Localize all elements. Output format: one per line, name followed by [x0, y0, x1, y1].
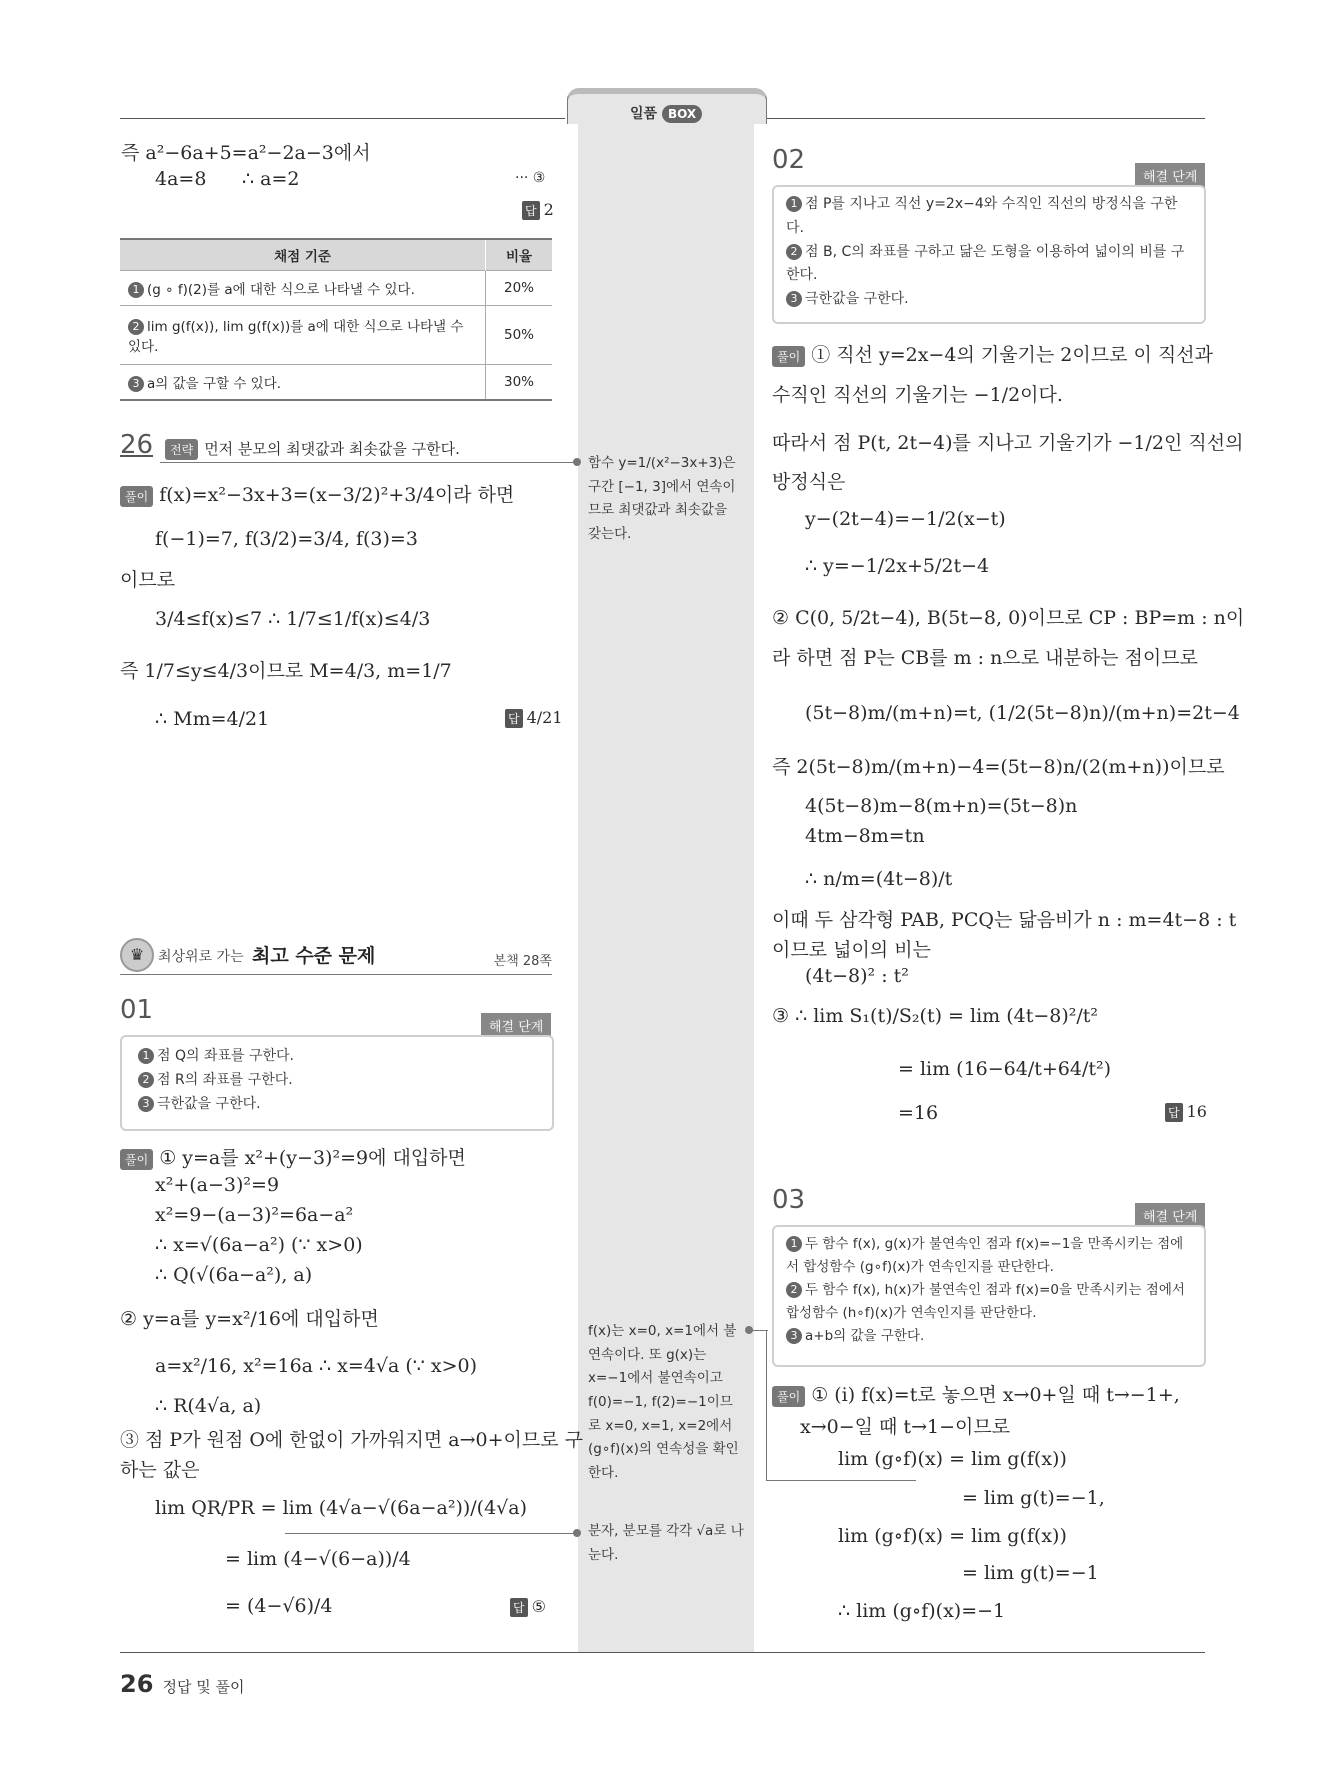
- p02-line3: 따라서 점 P(t, 2t−4)를 지나고 기울기가 −1/2인 직선의: [772, 432, 1244, 454]
- section-page-ref: 본책 28쪽: [493, 954, 552, 969]
- p01-line9: ③ 점 P가 원점 O에 한없이 가까워지면 a→0+이므로 구: [120, 1429, 583, 1451]
- p01-line6: ② y=a를 y=x²/16에 대입하면: [120, 1308, 379, 1330]
- p03-step-3-text: a+b의 값을 구한다.: [805, 1327, 925, 1344]
- sidebar-note-3: 분자, 분모를 각각 √a로 나눈다.: [588, 1523, 744, 1563]
- answer-icon: 답: [505, 709, 523, 728]
- connector-line-2b: [766, 1330, 767, 1480]
- p01-line2: x²+(a−3)²=9: [155, 1174, 280, 1196]
- grading-header-ratio: 비율: [486, 239, 553, 271]
- step-3-icon: 3: [786, 291, 802, 307]
- solution-tag: 풀이: [772, 1386, 805, 1407]
- left-top-line2a: 4a=8: [155, 168, 207, 190]
- p03-step-1-text: 두 함수 f(x), g(x)가 불연속인 점과 f(x)=−1을 만족시키는 점에서 합성함수 (g∘f)(x)가 연속인지를 판단한다.: [786, 1236, 1184, 1275]
- p01-line1: [120, 1143, 466, 1170]
- p02-steps-box: [772, 185, 1206, 324]
- connector-line-3: [285, 1533, 578, 1534]
- p02-line1-text: ① 직선 y=2x−4의 기울기는 2이므로 이 직선과: [811, 344, 1213, 366]
- p26-line1: [120, 480, 514, 507]
- step-1-icon: 1: [138, 1048, 154, 1064]
- grading-row-2-text: lim g(f(x)), lim g(f(x))를 a에 대한 식으로 나타낼 수 있다.: [128, 319, 464, 355]
- p01-answer: [510, 1597, 546, 1617]
- left-top-answer: [522, 200, 554, 220]
- footer: [120, 1670, 245, 1698]
- p01-step-3-text: 극한값을 구한다.: [157, 1095, 261, 1112]
- p02-answer-value: 16: [1186, 1102, 1207, 1121]
- p02-line19: =16: [898, 1102, 939, 1124]
- p03-line4: = lim g(t)=−1,: [962, 1487, 1105, 1509]
- p03-line6: = lim g(t)=−1: [962, 1562, 1099, 1584]
- p01-step-1: [138, 1045, 536, 1069]
- p03-line1-text: ① (i) f(x)=t로 놓으면 x→0+일 때 t→−1+,: [811, 1384, 1180, 1406]
- grading-table: [120, 238, 552, 401]
- p02-line7: ② C(0, 5/2t−4), B(5t−8, 0)이므로 CP : BP=m : n이: [772, 607, 1245, 629]
- p02-step-2-text: 점 B, C의 좌표를 구하고 닮은 도형을 이용하여 넓이의 비를 구한다.: [786, 243, 1185, 284]
- sidebar-note-1: 함수 y=1/(x²−3x+3)은 구간 [−1, 3]에서 연속이므로 최댓값과 최솟값을 갖는다.: [588, 455, 736, 542]
- p02-step-3: [786, 288, 1192, 312]
- solution-tag: 풀이: [120, 486, 153, 507]
- p03-line7: ∴ lim (g∘f)(x)=−1: [838, 1600, 1006, 1622]
- connector-line-2c: [766, 1480, 916, 1481]
- grading-header-row: [120, 239, 552, 271]
- left-top-line2b: ∴ a=2: [242, 168, 300, 190]
- p01-line11: lim QR/PR = lim (4√a−√(6a−a²))/(4√a): [155, 1497, 528, 1519]
- p01-step-3: [138, 1093, 536, 1117]
- p02-line10: 즉 2(5t−8)m/(m+n)−4=(5t−8)n/(2(m+n))이므로: [772, 756, 1225, 778]
- grading-row-3-text: a의 값을 구할 수 있다.: [147, 376, 282, 392]
- step-1-icon: 1: [786, 1236, 802, 1252]
- p02-line12: 4tm−8m=tn: [805, 825, 925, 847]
- footer-page-number: 26: [120, 1670, 154, 1698]
- p02-line2: 수직인 직선의 기울기는 −1/2이다.: [772, 384, 1063, 406]
- strategy-text: 먼저 분모의 최댓값과 최솟값을 구한다.: [204, 440, 460, 458]
- p01-answer-value: ⑤: [531, 1597, 546, 1616]
- grading-row-text: [120, 271, 486, 306]
- table-row: [120, 365, 552, 401]
- answer-icon: 답: [1165, 1103, 1183, 1122]
- p01-line5: ∴ Q(√(6a−a²), a): [155, 1264, 313, 1286]
- p26-line3: 이므로: [120, 569, 176, 591]
- p26-line5: 즉 1/7≤y≤4/3이므로 M=4/3, m=1/7: [120, 660, 452, 682]
- p02-line8: 라 하면 점 P는 CB를 m : n으로 내분하는 점이므로: [772, 647, 1198, 669]
- solution-tag: 풀이: [120, 1149, 153, 1170]
- solution-tag: 풀이: [772, 346, 805, 367]
- footer-rule: [120, 1652, 1205, 1653]
- p01-step-2-text: 점 R의 좌표를 구한다.: [157, 1071, 293, 1088]
- connector-dot-2: [745, 1326, 753, 1334]
- grading-row-3-ratio: 30%: [486, 365, 553, 401]
- p02-line1: [772, 340, 1213, 367]
- p03-line3: lim (g∘f)(x) = lim g(f(x)): [838, 1448, 1067, 1470]
- grading-row-text: [120, 365, 486, 401]
- p02-step-1: [786, 193, 1192, 241]
- connector-dot-1: [573, 458, 581, 466]
- p02-line15: 이므로 넓이의 비는: [772, 939, 931, 961]
- p01-steps-tag: 해결 단계: [481, 1013, 551, 1038]
- left-top-line2c: ··· ③: [515, 170, 546, 186]
- step-1-icon: 1: [786, 196, 802, 212]
- step-3-icon: 3: [128, 376, 144, 392]
- p02-line13: ∴ n/m=(4t−8)/t: [805, 868, 953, 890]
- header-rule-right: [765, 118, 1205, 119]
- grading-row-1-ratio: 20%: [486, 271, 553, 306]
- p26-answer-value: 4/21: [526, 708, 563, 727]
- p03-step-1: [786, 1233, 1192, 1279]
- strategy-tag: 전략: [165, 439, 198, 460]
- p03-line5: lim (g∘f)(x) = lim g(f(x)): [838, 1525, 1067, 1547]
- left-top-line1: 즉 a²−6a+5=a²−2a−3에서: [121, 142, 371, 164]
- p02-line4: 방정식은: [772, 471, 846, 493]
- answer-icon: 답: [522, 201, 540, 220]
- p02-line16: (4t−8)² : t²: [805, 965, 909, 987]
- table-row: [120, 271, 552, 306]
- section-title: 최고 수준 문제: [252, 945, 376, 967]
- p02-line11: 4(5t−8)m−8(m+n)=(5t−8)n: [805, 795, 1078, 817]
- p01-steps-box: [120, 1035, 554, 1131]
- p03-steps-tag: 해결 단계: [1135, 1203, 1205, 1228]
- p01-step-1-text: 점 Q의 좌표를 구한다.: [157, 1048, 295, 1064]
- table-row: [120, 306, 552, 365]
- p02-step-1-text: 점 P를 지나고 직선 y=2x−4와 수직인 직선의 방정식을 구한다.: [786, 196, 1178, 236]
- p01-step-2: [138, 1069, 536, 1093]
- p03-line2: x→0−일 때 t→1−이므로: [800, 1416, 1011, 1438]
- grading-header-criteria: 채점 기준: [120, 239, 486, 271]
- p26-line1-text: f(x)=x²−3x+3=(x−3/2)²+3/4이라 하면: [159, 484, 515, 506]
- step-2-icon: 2: [786, 1282, 802, 1298]
- p03-step-2: [786, 1279, 1192, 1325]
- problem-26-number: 26: [120, 430, 154, 460]
- p02-step-2: [786, 241, 1192, 289]
- sidebar-note-2: f(x)는 x=0, x=1에서 불연속이다. 또 g(x)는 x=−1에서 불연속이고 f(0)=−1, f(2)=−1이므로 x=0, x=1, x=2에서 (g∘f)(x)의 연속성을 확인한다.: [588, 1323, 739, 1481]
- answer-icon: 답: [510, 1598, 528, 1617]
- p26-line6: ∴ Mm=4/21: [155, 708, 270, 730]
- step-2-icon: 2: [138, 1072, 154, 1088]
- p01-line4: ∴ x=√(6a−a²) (∵ x>0): [155, 1234, 363, 1256]
- p26-line2: f(−1)=7, f(3/2)=3/4, f(3)=3: [155, 528, 418, 550]
- header-label: [630, 103, 702, 123]
- p02-step-3-text: 극한값을 구한다.: [805, 291, 909, 308]
- problem-01-number: 01: [120, 995, 154, 1025]
- p02-line9: (5t−8)m/(m+n)=t, (1/2(5t−8)n)/(m+n)=2t−4: [805, 702, 1240, 724]
- left-top-answer-value: 2: [543, 200, 554, 219]
- step-3-icon: 3: [138, 1096, 154, 1112]
- step-2-icon: 2: [128, 319, 144, 335]
- section-pre: 최상위로 가는: [158, 949, 244, 965]
- p26-answer: [505, 708, 563, 728]
- p02-line17: ③ ∴ lim S₁(t)/S₂(t) = lim (4t−8)²/t²: [772, 1005, 1099, 1027]
- trophy-icon: ♛: [120, 938, 154, 972]
- problem-26-strategy: [165, 438, 460, 460]
- p01-line8: ∴ R(4√a, a): [155, 1395, 262, 1417]
- p26-line4: 3/4≤f(x)≤7 ∴ 1/7≤1/f(x)≤4/3: [155, 608, 431, 630]
- p01-line10: 하는 값은: [120, 1459, 200, 1481]
- p02-steps-tag: 해결 단계: [1135, 163, 1205, 188]
- grading-row-text: [120, 306, 486, 365]
- section-header: [120, 938, 552, 975]
- p01-line13: = (4−√6)/4: [225, 1595, 333, 1617]
- connector-line-1: [160, 462, 578, 463]
- p02-line6: ∴ y=−1/2x+5/2t−4: [805, 555, 990, 577]
- p01-line3: x²=9−(a−3)²=6a−a²: [155, 1204, 354, 1226]
- p01-line1-text: ① y=a를 x²+(y−3)²=9에 대입하면: [159, 1147, 466, 1169]
- p01-line12: = lim (4−√(6−a))/4: [225, 1548, 411, 1570]
- grading-row-1-text: (g ∘ f)(2)를 a에 대한 식으로 나타낼 수 있다.: [147, 282, 415, 298]
- p03-step-2-text: 두 함수 f(x), h(x)가 불연속인 점과 f(x)=0을 만족시키는 점에서 합성함수 (h∘f)(x)가 연속인지를 판단한다.: [786, 1281, 1185, 1321]
- problem-02-number: 02: [772, 145, 806, 175]
- grading-row-2-ratio: 50%: [486, 306, 553, 365]
- header-rule-left: [120, 118, 565, 119]
- step-2-icon: 2: [786, 244, 802, 260]
- p02-answer: [1165, 1102, 1207, 1122]
- p01-line7: a=x²/16, x²=16a ∴ x=4√a (∵ x>0): [155, 1355, 478, 1377]
- p03-step-3: [786, 1325, 1192, 1348]
- step-1-icon: 1: [128, 282, 144, 298]
- p02-line14: 이때 두 삼각형 PAB, PCQ는 닮음비가 n : m=4t−8 : t: [772, 909, 1237, 931]
- connector-dot-3: [573, 1529, 581, 1537]
- p03-line1: [772, 1380, 1180, 1407]
- header-box-badge: BOX: [662, 105, 702, 123]
- header-label-text: 일품: [630, 106, 658, 122]
- step-3-icon: 3: [786, 1328, 802, 1344]
- p03-steps-box: [772, 1225, 1206, 1367]
- p02-line18: = lim (16−64/t+64/t²): [898, 1058, 1112, 1080]
- p02-line5: y−(2t−4)=−1/2(x−t): [805, 508, 1006, 530]
- footer-title: 정답 및 풀이: [162, 1678, 245, 1696]
- problem-03-number: 03: [772, 1185, 806, 1215]
